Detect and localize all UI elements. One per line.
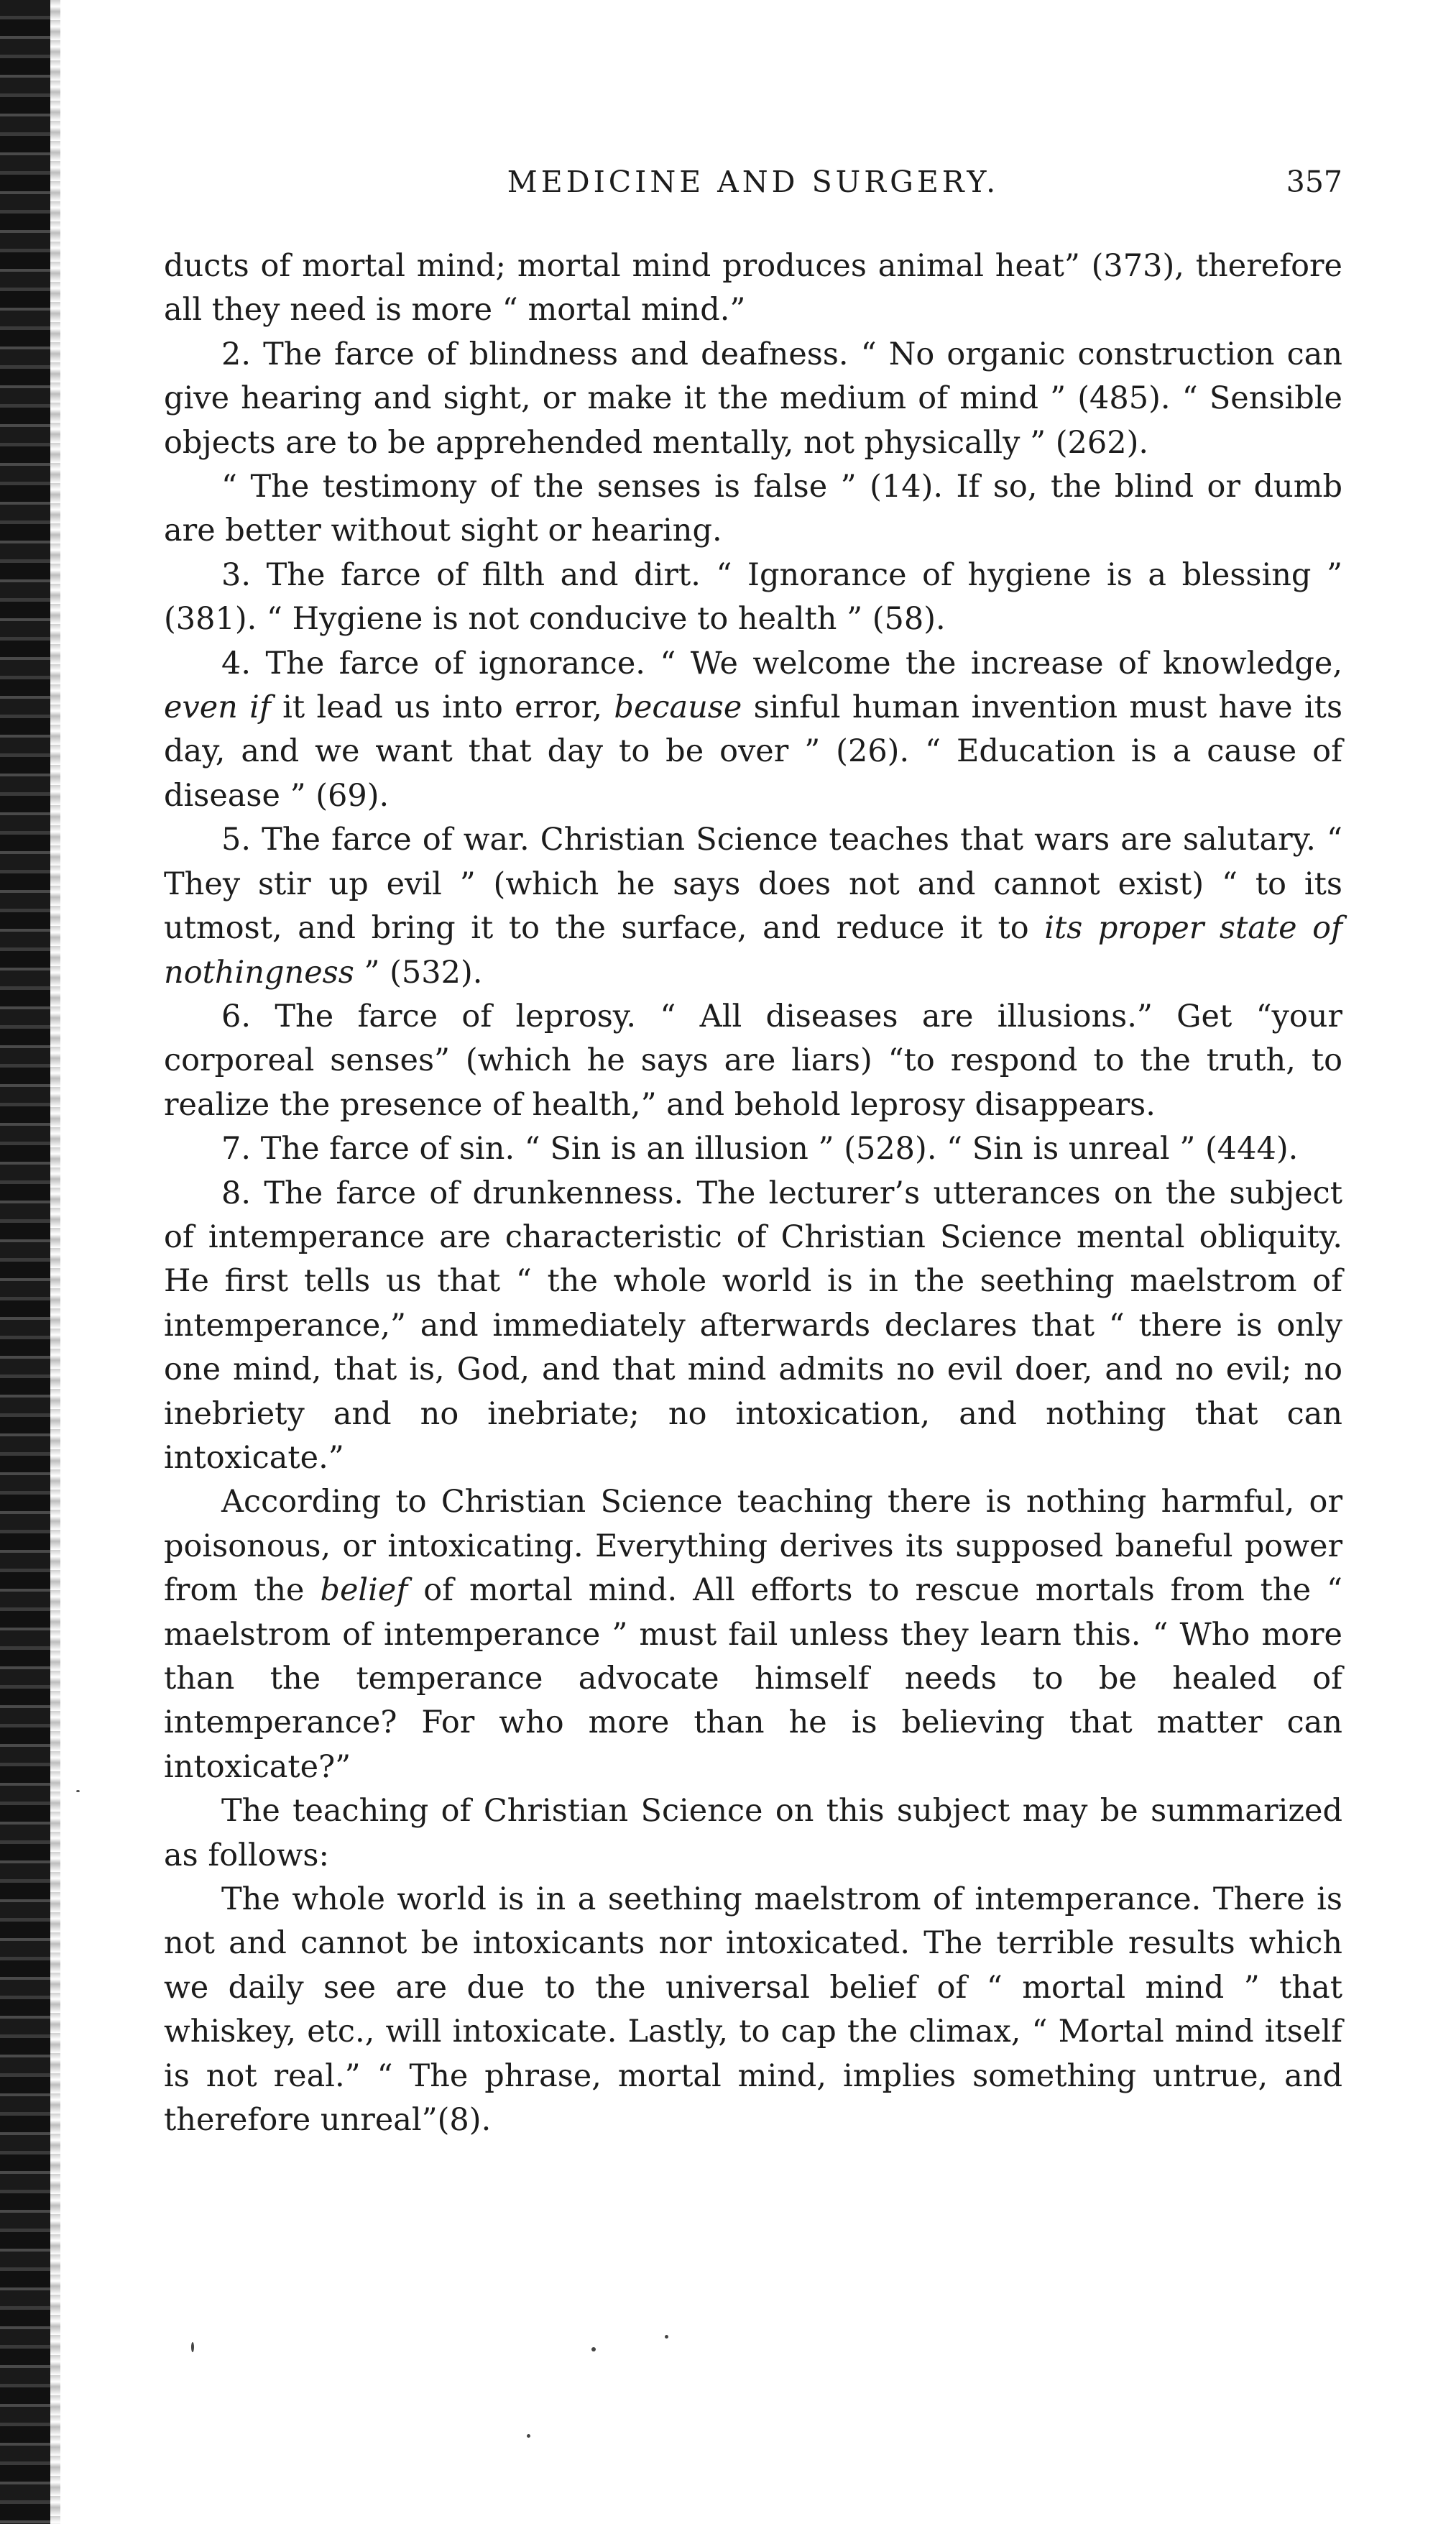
paragraph-testimony-senses: “ The testimony of the senses is false ” (14). If so, the blind or dumb are better without sight or hearing. — [164, 469, 1342, 549]
text-span: 5. The farce of war. Christian Science teaches that wars are salutary. “ They stir up evil ” (which he says does not and cannot exist) “ to its utmost, and bring it to the surface, and reduce it to — [164, 822, 1342, 947]
paragraph-farce-filth: 3. The farce of filth and dirt. “ Ignorance of hygiene is a blessing ” (381). “ Hygiene is not conducive to health ” (58). — [164, 556, 1342, 638]
paragraph-continuation: ducts of mortal mind; mortal mind produces animal heat” (373), therefore all they need is more “ mortal mind.” — [164, 248, 1342, 329]
print-speck — [527, 2434, 530, 2438]
text-span: ” (532). — [354, 954, 483, 991]
paragraph-farce-drunkenness: 8. The farce of drunkenness. The lecturer’s utterances on the subject of intemperance are characteristic of Christian Science mental obliquity. He first tells us that “ the whole world is in the seething maelstrom of intemperance,” and immediately afterwards declares that “ there is only one mind, that is, God, and that mind admits no evil doer, and no evil; no inebriety and no inebriate; no intoxication, and nothing that can intoxicate.” — [164, 1175, 1342, 1476]
page-number: 357 — [1286, 165, 1342, 199]
paragraph-summary-intro: The teaching of Christian Science on this subject may be summarized as follows: — [164, 1793, 1342, 1873]
book-spine-gutter — [0, 0, 50, 2524]
paragraph-farce-blindness: 2. The farce of blindness and deafness. “ No organic construction can give hearing and sight, or make it the medium of mind ” (485). “ Sensible objects are to be apprehended mentally, not physically ” (262). — [164, 336, 1342, 461]
print-speck — [591, 2347, 596, 2351]
paragraph-summary: The whole world is in a seething maelstrom of intemperance. There is not and cannot be intoxicants nor intoxicated. The terrible results which we daily see are due to the universal belief of “ mortal mind ” that whiskey, etc., will intoxicate. Lastly, to cap the climax, “ Mortal mind itself is not real.” “ The phrase, mortal mind, implies something untrue, and therefore unreal”(8). — [164, 1881, 1342, 2139]
paragraph-farce-ignorance — [164, 642, 1342, 819]
text-span: 4. The farce of ignorance. “ We welcome the increase of knowledge, — [221, 645, 1342, 682]
text-span: it lead us into error, — [270, 689, 614, 726]
paragraph-farce-leprosy: 6. The farce of leprosy. “ All diseases are illusions.” Get “your corporeal senses” (which he says are liars) “to respond to the truth, to realize the presence of health,” and behold leprosy disappears. — [164, 998, 1342, 1123]
print-speck — [191, 2342, 194, 2352]
italic-belief: belief — [320, 1572, 408, 1609]
italic-because: because — [614, 689, 742, 726]
paragraph-christian-science-teaching — [164, 1480, 1342, 1789]
print-speck — [665, 2335, 668, 2339]
page-header — [164, 157, 1342, 207]
page-text — [164, 244, 1342, 2142]
page-edge-shadow — [50, 0, 60, 2524]
text-span: According to Christian Science teaching there is nothing harmful, or poisonous, or intoxicating. Everything derives its supposed baneful power from the — [164, 1484, 1342, 1609]
text-span: of mortal mind. All efforts to rescue mortals from the “ maelstrom of intemperance ” must fail unless they learn this. “ Who more than the temperance advocate himself needs to be healed of intemperance? For who more than he is believing that matter can intoxicate?” — [164, 1572, 1342, 1785]
text-span: sinful human invention must have its day, and we want that day to be over ” (26). “ Education is a cause of disease ” (69). — [164, 689, 1343, 814]
italic-even-if: even if — [164, 689, 271, 726]
running-title: MEDICINE AND SURGERY. — [507, 165, 1000, 199]
print-speck — [76, 1790, 80, 1792]
italic-proper-state: its proper state of nothingness — [164, 910, 1342, 991]
paragraph-farce-war — [164, 818, 1342, 995]
paragraph-farce-sin: 7. The farce of sin. “ Sin is an illusion ” (528). “ Sin is unreal ” (444). — [221, 1131, 1299, 1167]
